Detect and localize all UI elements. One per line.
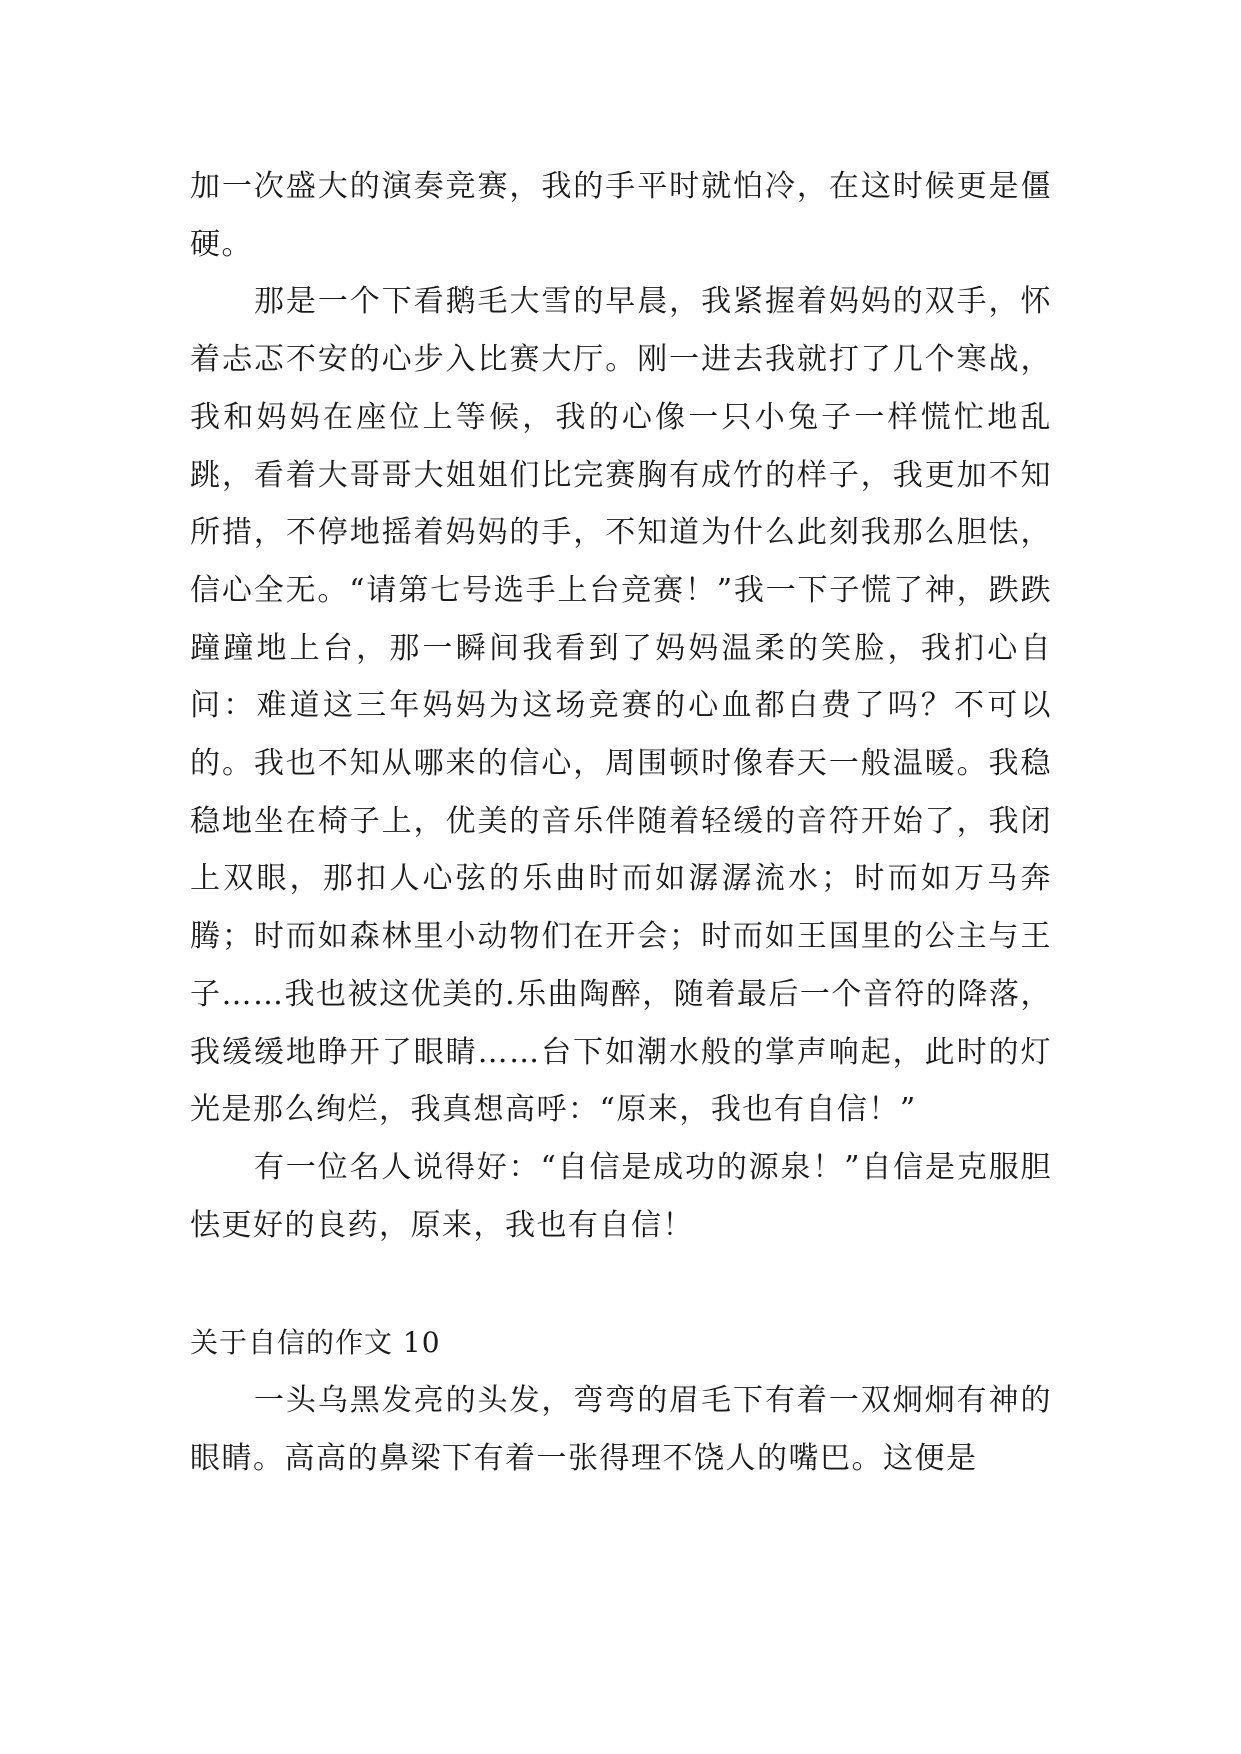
paragraph-1: 加一次盛大的演奏竞赛，我的手平时就怕冷，在这时候更是僵硬。: [190, 169, 1052, 262]
paragraph-3: 有一位名人说得好：“自信是成功的源泉！”自信是克服胆怯更好的良药，原来，我也有自信！: [190, 1149, 1052, 1243]
paragraph-4: 一头乌黑发亮的头发，弯弯的眉毛下有着一双炯炯有神的眼睛。高高的鼻梁下有着一张得理不饶人的嘴巴。这便是: [190, 1383, 1052, 1476]
document-body: [190, 158, 1052, 1487]
section-gap: [190, 1254, 1052, 1314]
paragraph-2: 那是一个下看鹅毛大雪的早晨，我紧握着妈妈的双手，怀着忐忑不安的心步入比赛大厅。刚一进去我就打了几个寒战，我和妈妈在座位上等候，我的心像一只小兔子一样慌忙地乱跳，看着大哥哥大姐姐们比完赛胸有成竹的样子，我更加不知所措，不停地摇着妈妈的手，不知道为什么此刻我那么胆怯，信心全无。“请第七号选手上台竞赛！”我一下子慌了神，跌跌蹱蹱地上台，那一瞬间我看到了妈妈温柔的笑脸，我扪心自问：难道这三年妈妈为这场竞赛的心血都白费了吗？不可以的。我也不知从哪来的信心，周围顿时像春天一般温暖。我稳稳地坐在椅子上，优美的音乐伴随着轻缓的音符开始了，我闭上双眼，那扣人心弦的乐曲时而如潺潺流水；时而如万马奔腾；时而如森林里小动物们在开会；时而如王国里的公主与王子……我也被这优美的.乐曲陶醉，随着最后一个音符的降落，我缓缓地睁开了眼睛……台下如潮水般的掌声响起，此时的灯光是那么绚烂，我真想高呼：“原来，我也有自信！”: [190, 284, 1052, 1128]
section-title: 关于自信的作文 10: [190, 1326, 441, 1360]
